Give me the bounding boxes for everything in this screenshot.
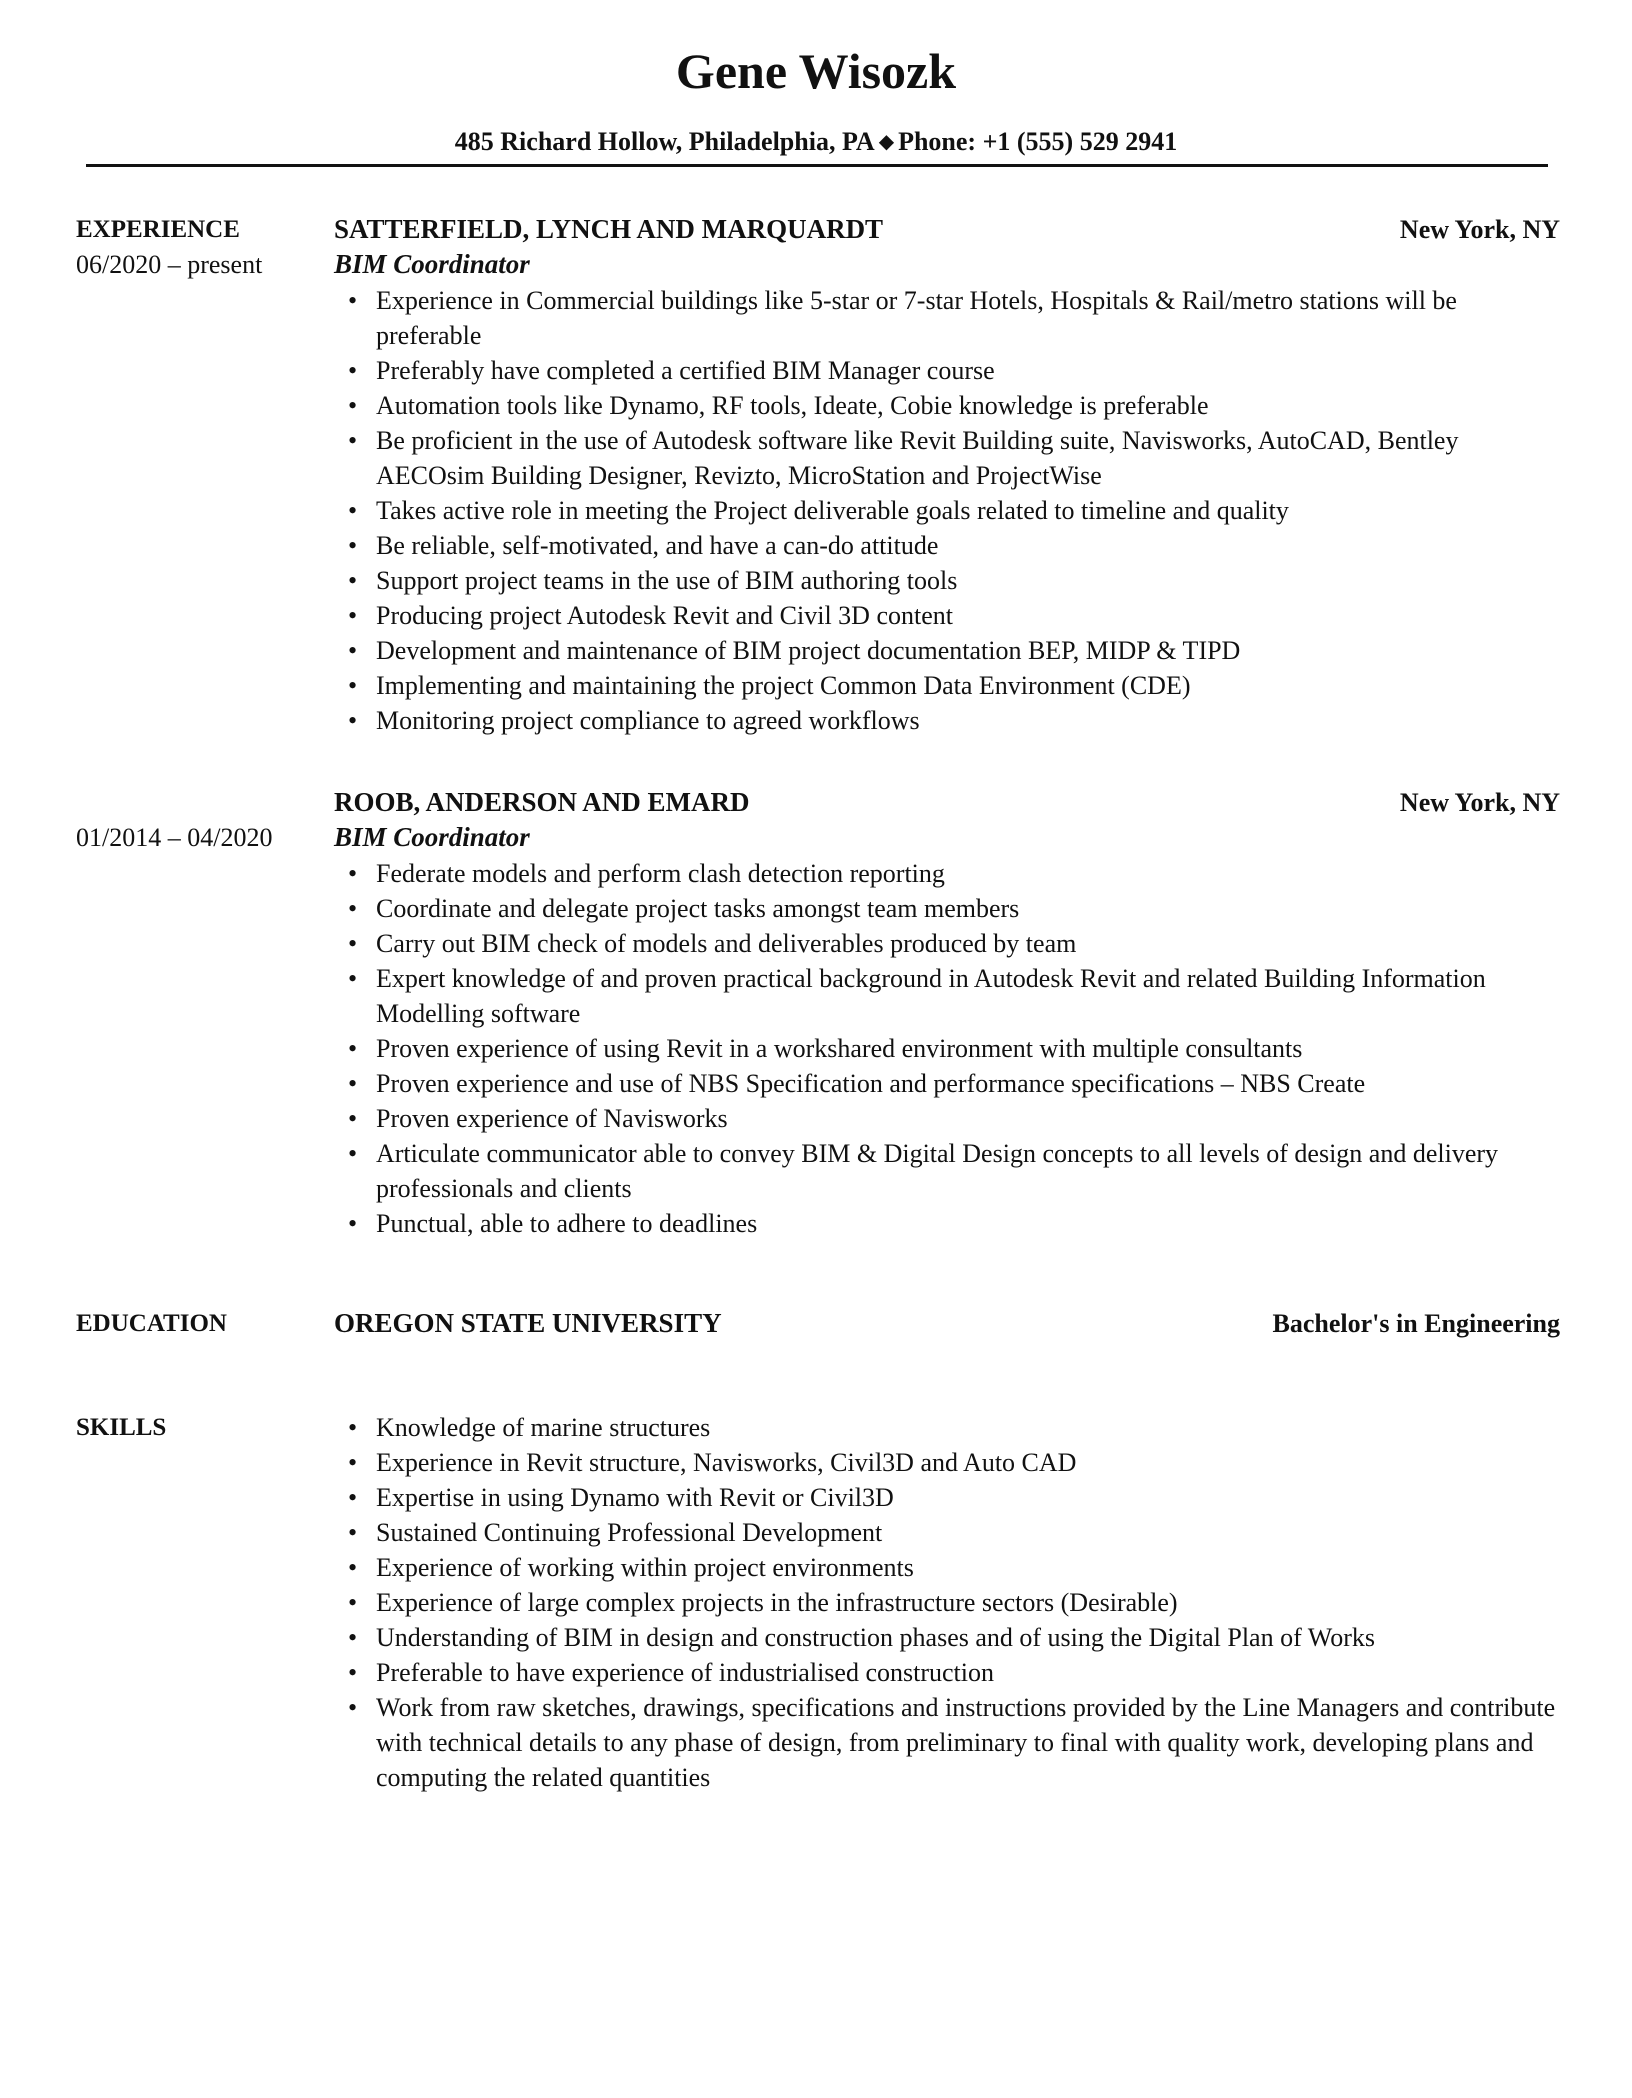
list-item: • Takes active role in meeting the Project deliverable goals related to timeline and quality bbox=[334, 493, 1560, 528]
list-item: • Work from raw sketches, drawings, specifications and instructions provided by the Line Managers and contribute with technical details to any phase of design, from preliminary to final with quality work, developing plans and computing the related quantities bbox=[334, 1690, 1560, 1795]
phone: Phone: +1 (555) 529 2941 bbox=[898, 127, 1178, 156]
list-item: • Carry out BIM check of models and deliverables produced by team bbox=[334, 926, 1560, 961]
job-1-dates: 06/2020 – present bbox=[76, 250, 263, 279]
job-1-bullets bbox=[334, 283, 1560, 738]
list-item: • Implementing and maintaining the project Common Data Environment (CDE) bbox=[334, 668, 1560, 703]
degree: Bachelor's in Engineering bbox=[1272, 1309, 1560, 1338]
job-2-header bbox=[334, 785, 1560, 820]
experience-heading: EXPERIENCE bbox=[76, 216, 240, 243]
list-item: • Experience of working within project environments bbox=[334, 1550, 1560, 1585]
education-heading: EDUCATION bbox=[76, 1310, 227, 1337]
job-1-title: BIM Coordinator bbox=[334, 249, 530, 279]
education-row bbox=[334, 1306, 1560, 1341]
address: 485 Richard Hollow, Philadelphia, PA bbox=[454, 127, 875, 156]
list-item: • Proven experience of Navisworks bbox=[334, 1101, 1560, 1136]
list-item: • Expert knowledge of and proven practical background in Autodesk Revit and related Building Information Modelling software bbox=[334, 961, 1560, 1031]
list-item: • Monitoring project compliance to agreed workflows bbox=[334, 703, 1560, 738]
job-1-header bbox=[334, 212, 1560, 247]
list-item: • Producing project Autodesk Revit and Civil 3D content bbox=[334, 598, 1560, 633]
job-2-dates: 01/2014 – 04/2020 bbox=[76, 823, 273, 852]
list-item: • Knowledge of marine structures bbox=[334, 1410, 1560, 1445]
list-item: • Automation tools like Dynamo, RF tools, Ideate, Cobie knowledge is preferable bbox=[334, 388, 1560, 423]
list-item: • Experience in Commercial buildings like 5-star or 7-star Hotels, Hospitals & Rail/metro stations will be preferable bbox=[334, 283, 1560, 353]
skills-heading: SKILLS bbox=[76, 1414, 167, 1441]
list-item: • Articulate communicator able to convey BIM & Digital Design concepts to all levels of design and delivery professionals and clients bbox=[334, 1136, 1560, 1206]
list-item: • Coordinate and delegate project tasks amongst team members bbox=[334, 891, 1560, 926]
job-2-company: ROOB, ANDERSON AND EMARD bbox=[334, 787, 750, 817]
list-item: • Preferably have completed a certified BIM Manager course bbox=[334, 353, 1560, 388]
job-1-company: SATTERFIELD, LYNCH AND MARQUARDT bbox=[334, 214, 884, 244]
school-name: OREGON STATE UNIVERSITY bbox=[334, 1308, 722, 1338]
list-item: • Be reliable, self-motivated, and have a can-do attitude bbox=[334, 528, 1560, 563]
header-divider bbox=[86, 164, 1548, 167]
list-item: • Punctual, able to adhere to deadlines bbox=[334, 1206, 1560, 1241]
list-item: • Experience in Revit structure, Navisworks, Civil3D and Auto CAD bbox=[334, 1445, 1560, 1480]
job-2-title: BIM Coordinator bbox=[334, 822, 530, 852]
list-item: • Development and maintenance of BIM project documentation BEP, MIDP & TIPD bbox=[334, 633, 1560, 668]
list-item: • Sustained Continuing Professional Development bbox=[334, 1515, 1560, 1550]
list-item: • Preferable to have experience of industrialised construction bbox=[334, 1655, 1560, 1690]
job-2-location: New York, NY bbox=[1399, 788, 1560, 817]
contact-line bbox=[0, 124, 1632, 160]
job-1-location: New York, NY bbox=[1399, 215, 1560, 244]
list-item: • Federate models and perform clash detection reporting bbox=[334, 856, 1560, 891]
list-item: • Proven experience and use of NBS Specification and performance specifications – NBS Create bbox=[334, 1066, 1560, 1101]
list-item: • Be proficient in the use of Autodesk software like Revit Building suite, Navisworks, AutoCAD, Bentley AECOsim Building Designer, Revizto, MicroStation and ProjectWise bbox=[334, 423, 1560, 493]
job-2-bullets bbox=[334, 856, 1560, 1241]
candidate-name: Gene Wisozk bbox=[675, 43, 957, 99]
skills-list bbox=[334, 1410, 1560, 1795]
list-item: • Understanding of BIM in design and construction phases and of using the Digital Plan of Works bbox=[334, 1620, 1560, 1655]
list-item: • Support project teams in the use of BIM authoring tools bbox=[334, 563, 1560, 598]
diamond-separator-icon: ◆ bbox=[878, 131, 895, 153]
list-item: • Proven experience of using Revit in a workshared environment with multiple consultants bbox=[334, 1031, 1560, 1066]
list-item: • Expertise in using Dynamo with Revit or Civil3D bbox=[334, 1480, 1560, 1515]
list-item: • Experience of large complex projects in the infrastructure sectors (Desirable) bbox=[334, 1585, 1560, 1620]
